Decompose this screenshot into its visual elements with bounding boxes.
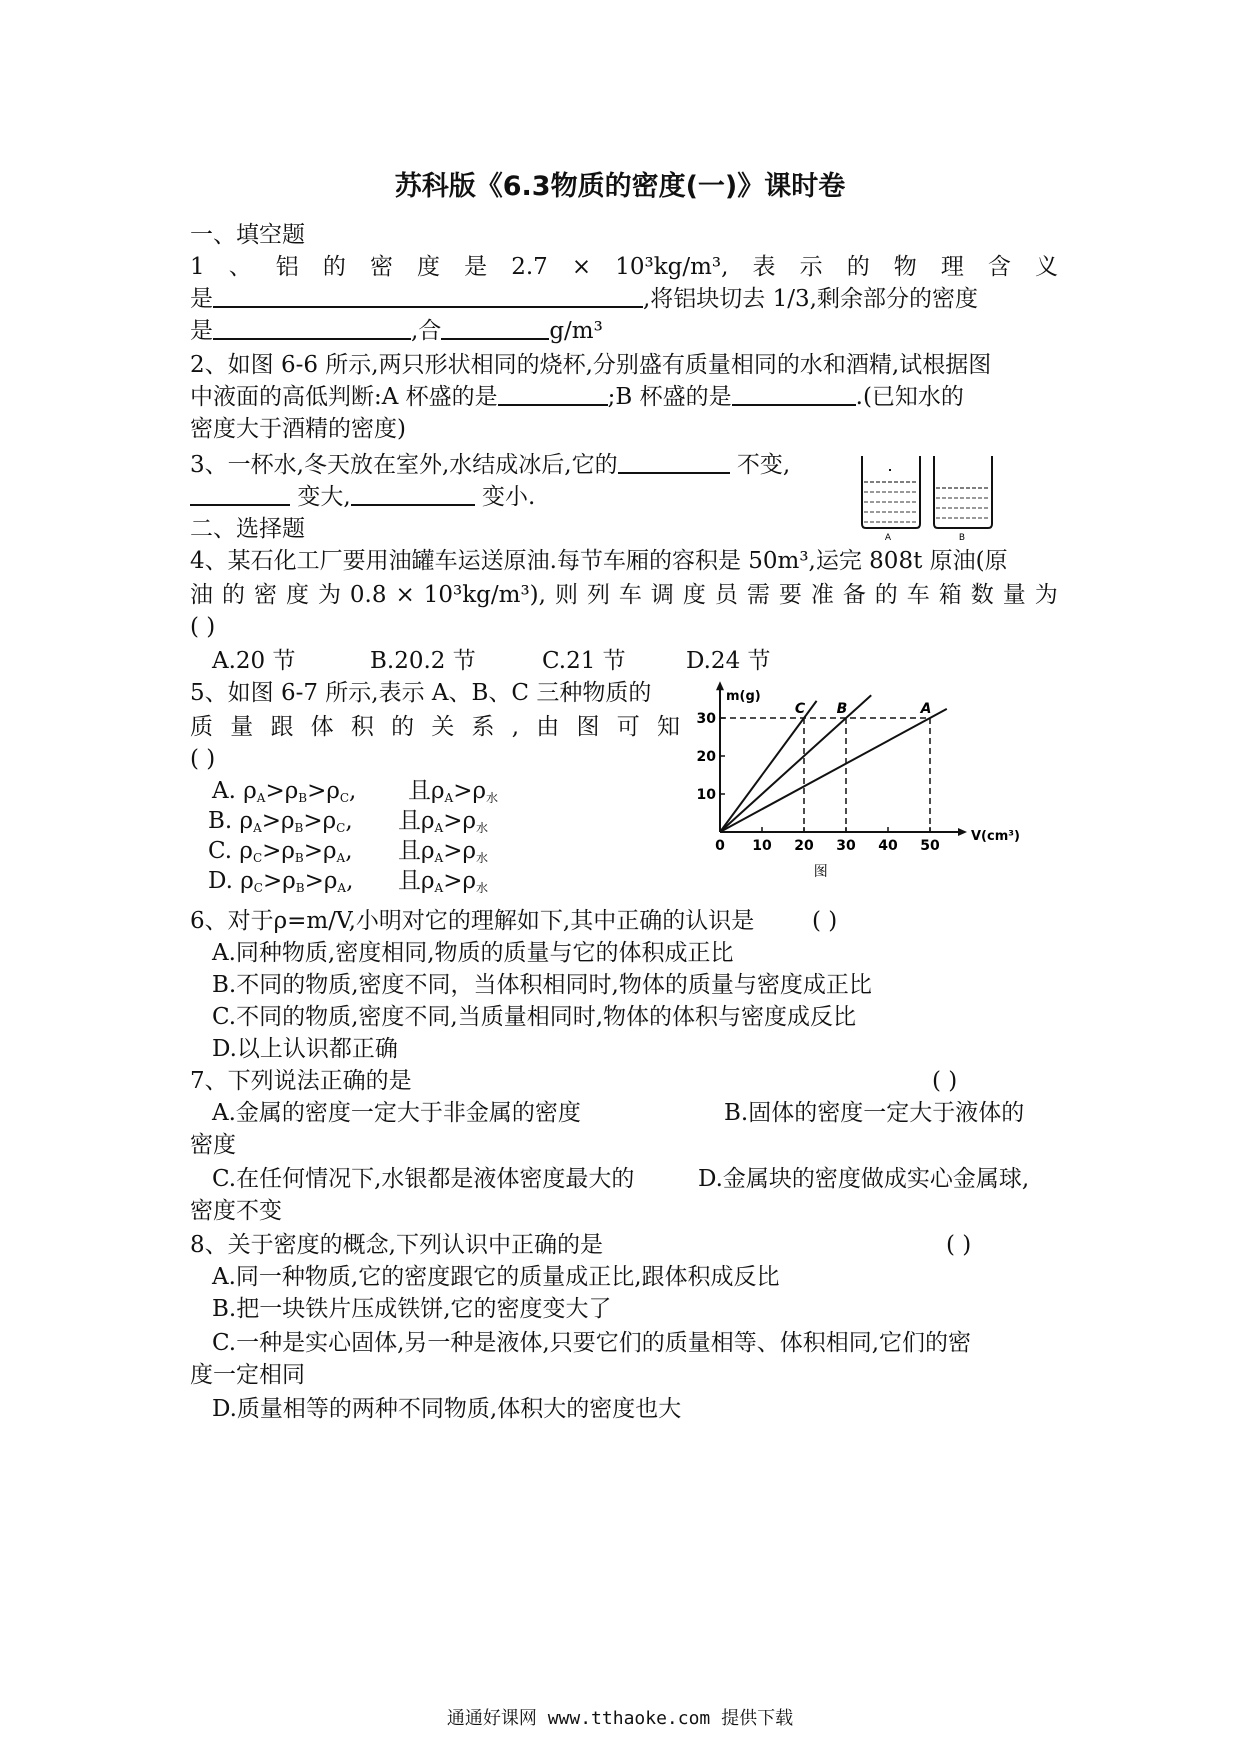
q4-options bbox=[212, 646, 771, 676]
q4-line2-word: 量 bbox=[1002, 582, 1026, 608]
q6-option-b[interactable]: B.不同的物质,密度不同，当体积相同时,物体的质量与密度成正比 bbox=[212, 972, 872, 998]
q1-line1-word: 含 bbox=[987, 254, 1011, 280]
q4-line2-word: 数 bbox=[970, 582, 994, 608]
density-symbol: ρ bbox=[239, 808, 254, 834]
q5-option-c[interactable] bbox=[208, 836, 488, 866]
q4-line2-word: 0.8 bbox=[349, 582, 387, 608]
q1-line1-word: 铝 bbox=[275, 254, 299, 280]
condition-subscript: A bbox=[434, 851, 444, 865]
q6-option-d[interactable]: D.以上认识都正确 bbox=[212, 1036, 398, 1062]
q4-line2-word: × bbox=[395, 582, 415, 608]
q5-option-a[interactable] bbox=[212, 776, 498, 806]
q4-option-a[interactable]: A.20 节 bbox=[212, 648, 296, 674]
y-axis-arrow-icon bbox=[716, 681, 724, 690]
section-choice-heading: 二、选择题 bbox=[190, 516, 305, 542]
q1-line2: 是 ,将铝块切去 1/3,剩余部分的密度 bbox=[190, 286, 978, 312]
condition-subscript: 水 bbox=[476, 851, 489, 865]
q4-line2-word: 员 bbox=[714, 582, 738, 608]
q4-option-b[interactable]: B.20.2 节 bbox=[370, 648, 476, 674]
q5-option-comma: , bbox=[349, 778, 357, 804]
q1-line1-word: 是 bbox=[464, 254, 488, 280]
footer-credit: 通通好课网 www.tthaoke.com 提供下载 bbox=[446, 1708, 794, 1729]
q2-blank-b[interactable] bbox=[732, 382, 856, 406]
q5-line2-word: 图 bbox=[576, 714, 600, 740]
x-tick-label: 10 bbox=[752, 838, 772, 854]
q6-stem: 6、对于ρ=m/V,小明对它的理解如下,其中正确的认识是 ( ) bbox=[190, 908, 838, 934]
condition-text: 且ρ bbox=[398, 838, 435, 864]
q1-line1-word: × bbox=[571, 254, 592, 280]
density-symbol: >ρ bbox=[262, 868, 296, 894]
q7-stem: 7、下列说法正确的是 ( ) bbox=[190, 1068, 958, 1094]
x-axis-arrow-icon bbox=[958, 828, 967, 836]
density-symbol: >ρ bbox=[265, 778, 299, 804]
q4-line2-word: 调 bbox=[650, 582, 674, 608]
x-tick-label: 50 bbox=[920, 838, 940, 854]
q4-line2-word: 油 bbox=[190, 582, 213, 608]
condition-text: >ρ bbox=[443, 838, 476, 864]
q8-option-d[interactable]: D.质量相等的两种不同物质,体积大的密度也大 bbox=[212, 1396, 682, 1422]
density-symbol: >ρ bbox=[303, 838, 337, 864]
q7-option-b-cont: 密度 bbox=[190, 1132, 236, 1158]
q5-line2-word: 体 bbox=[310, 714, 334, 740]
q4-line2-word: 准 bbox=[810, 582, 834, 608]
q4-line2-word: 箱 bbox=[938, 582, 962, 608]
q1-line1-word: 10³kg/m³, bbox=[615, 254, 729, 280]
series-label-b: B bbox=[836, 701, 848, 717]
y-axis-label: m(g) bbox=[726, 689, 761, 704]
condition-text: 且ρ bbox=[398, 868, 435, 894]
density-symbol: >ρ bbox=[307, 778, 340, 804]
q2-line1: 2、如图 6-6 所示,两只形状相同的烧杯,分别盛有质量相同的水和酒精,试根据图 bbox=[190, 352, 992, 378]
condition-subscript: A bbox=[434, 881, 444, 895]
q8-option-c[interactable]: C.一种是实心固体,另一种是液体,只要它们的质量相等、体积相同,它们的密 bbox=[212, 1330, 972, 1356]
density-subscript: B bbox=[294, 851, 304, 865]
q4-line2 bbox=[190, 580, 1058, 610]
density-symbol: ρ bbox=[243, 778, 257, 804]
chart-caption: 图 bbox=[813, 864, 828, 880]
q1-line1-word: 、 bbox=[228, 254, 252, 280]
q5-option-comma: , bbox=[345, 808, 353, 834]
q5-line2-word: 跟 bbox=[270, 714, 294, 740]
q4-line2-word: 度 bbox=[682, 582, 706, 608]
condition-subscript: A bbox=[444, 791, 454, 805]
q4-line2-word: 为 bbox=[1034, 582, 1058, 608]
density-subscript: C bbox=[339, 791, 350, 805]
density-symbol: >ρ bbox=[303, 808, 337, 834]
q7-answer-paren[interactable]: ( ) bbox=[932, 1068, 958, 1094]
q8-option-c-cont: 度一定相同 bbox=[190, 1362, 305, 1388]
q5-option-comma: , bbox=[345, 838, 353, 864]
condition-text: >ρ bbox=[443, 808, 476, 834]
series-label-c: C bbox=[794, 701, 806, 717]
series-line-a bbox=[720, 709, 947, 832]
q1-line1-word: 2.7 bbox=[511, 254, 548, 280]
q7-option-a[interactable]: A.金属的密度一定大于非金属的密度 bbox=[212, 1100, 581, 1126]
q5-line2-word: 由 bbox=[536, 714, 560, 740]
q4-line1: 4、某石化工厂要用油罐车运送原油.每节车厢的容积是 50m³,运完 808t 原油(原 bbox=[190, 548, 1008, 574]
density-symbol: >ρ bbox=[262, 838, 295, 864]
q2-line2: 中液面的高低判断:A 杯盛的是 ;B 杯盛的是 .(已知水的 bbox=[190, 384, 964, 410]
q1-blank-density[interactable] bbox=[213, 316, 411, 340]
condition-text: 且ρ bbox=[408, 778, 445, 804]
q1-blank-meaning[interactable] bbox=[213, 284, 643, 308]
x-tick-label: 30 bbox=[836, 838, 856, 854]
q5-option-label: C. bbox=[208, 838, 240, 864]
y-tick-label: 10 bbox=[696, 787, 716, 803]
q4-line2-word: 车 bbox=[906, 582, 930, 608]
q8-option-a[interactable]: A.同一种物质,它的密度跟它的质量成正比,跟体积成反比 bbox=[212, 1264, 780, 1290]
x-tick-label: 40 bbox=[878, 838, 898, 854]
q8-stem: 8、关于密度的概念,下列认识中正确的是 ( ) bbox=[190, 1232, 972, 1258]
q6-answer-paren[interactable]: ( ) bbox=[812, 908, 838, 934]
density-subscript: C bbox=[252, 851, 263, 865]
q4-line2-word: 列 bbox=[586, 582, 610, 608]
series-label-a: A bbox=[920, 701, 932, 717]
x-axis-label: V(cm³) bbox=[971, 829, 1020, 844]
q1-line1-word: 的 bbox=[846, 254, 870, 280]
q5-option-label: A. bbox=[212, 778, 244, 804]
q4-line2-word: 需 bbox=[746, 582, 770, 608]
beaker-b-label: B bbox=[958, 533, 966, 542]
q6-option-a[interactable]: A.同种物质,密度相同,物质的质量与它的体积成正比 bbox=[212, 940, 734, 966]
q3-blank-increase[interactable] bbox=[190, 482, 290, 506]
q4-line2-word: 则 bbox=[554, 582, 578, 608]
q1-line1-word: 义 bbox=[1035, 254, 1058, 280]
q5-line2-word: , bbox=[511, 714, 520, 740]
q4-line2-word: 10³kg/m³), bbox=[423, 582, 546, 608]
q4-line2-word: 的 bbox=[874, 582, 898, 608]
q5-option-label: D. bbox=[208, 868, 241, 894]
q5-option-label: B. bbox=[208, 808, 240, 834]
q2-line3: 密度大于酒精的密度) bbox=[190, 416, 406, 442]
beakers-figure bbox=[858, 452, 998, 542]
q3-blank-unchanged[interactable] bbox=[618, 450, 730, 474]
q7-option-b[interactable]: B.固体的密度一定大于液体的 bbox=[724, 1100, 1025, 1126]
q1-line1-word: 度 bbox=[417, 254, 441, 280]
q5-option-d[interactable] bbox=[208, 866, 488, 896]
beaker-a bbox=[862, 456, 920, 542]
y-tick-label: 20 bbox=[696, 749, 716, 765]
condition-subscript: 水 bbox=[476, 821, 489, 835]
density-subscript: C bbox=[336, 821, 346, 835]
q4-option-c[interactable]: C.21 节 bbox=[542, 648, 626, 674]
q6-option-c[interactable]: C.不同的物质,密度不同,当质量相同时,物体的体积与密度成反比 bbox=[212, 1004, 857, 1030]
density-symbol: >ρ bbox=[304, 868, 338, 894]
q7-line-ab bbox=[212, 1098, 1024, 1128]
mass-volume-chart bbox=[690, 680, 1050, 890]
q5-line2-word: 量 bbox=[230, 714, 254, 740]
q7-option-d-cont: 密度不变 bbox=[190, 1198, 282, 1224]
q1-line1-word: 物 bbox=[893, 254, 917, 280]
q8-option-b[interactable]: B.把一块铁片压成铁饼,它的密度变大了 bbox=[212, 1296, 612, 1322]
density-subscript: A bbox=[256, 791, 266, 805]
q5-line2-word: 知 bbox=[656, 714, 680, 740]
q1-line1 bbox=[190, 252, 1058, 282]
q8-answer-paren[interactable]: ( ) bbox=[946, 1232, 972, 1258]
q5-line2 bbox=[190, 712, 680, 742]
density-subscript: B bbox=[295, 881, 305, 895]
y-tick-label: 30 bbox=[696, 711, 716, 727]
condition-text: 且ρ bbox=[398, 808, 435, 834]
density-subscript: A bbox=[336, 851, 346, 865]
q3-blank-decrease[interactable] bbox=[351, 482, 475, 506]
q5-line1: 5、如图 6-7 所示,表示 A、B、C 三种物质的 bbox=[190, 680, 652, 706]
q4-line2-word: 的 bbox=[221, 582, 245, 608]
condition-subscript: 水 bbox=[476, 881, 489, 895]
x-tick-label: 0 bbox=[715, 838, 725, 854]
q1-line1-word: 表 bbox=[752, 254, 776, 280]
density-symbol: ρ bbox=[239, 838, 253, 864]
q1-line3: 是 ,合 g/m³ bbox=[190, 318, 603, 344]
q5-line2-word: 可 bbox=[616, 714, 640, 740]
q1-line1-word: 密 bbox=[369, 254, 393, 280]
beaker-a-label: A bbox=[884, 533, 892, 542]
q4-line2-word: 为 bbox=[317, 582, 341, 608]
density-subscript: B bbox=[294, 821, 304, 835]
q4-line2-word: 度 bbox=[285, 582, 309, 608]
q5-line2-word: 的 bbox=[391, 714, 415, 740]
q1-line1-word: 1 bbox=[190, 254, 205, 280]
q4-line2-word: 车 bbox=[618, 582, 642, 608]
section-fill-blank-heading: 一、填空题 bbox=[190, 222, 305, 248]
q2-blank-a[interactable] bbox=[498, 382, 608, 406]
condition-text: >ρ bbox=[453, 778, 486, 804]
q5-line2-word: 系 bbox=[471, 714, 495, 740]
density-subscript: A bbox=[253, 821, 262, 835]
q1-line1-word: 的 bbox=[322, 254, 346, 280]
q5-option-comma: , bbox=[346, 868, 354, 894]
q3-line2: 变大, 变小. bbox=[190, 482, 535, 512]
q1-blank-converted[interactable] bbox=[441, 316, 549, 340]
condition-subscript: 水 bbox=[486, 791, 499, 805]
q5-line2-word: 积 bbox=[350, 714, 374, 740]
q5-line2-word: 关 bbox=[431, 714, 455, 740]
q7-option-d[interactable]: D.金属块的密度做成实心金属球, bbox=[698, 1166, 1030, 1192]
q7-line-cd bbox=[212, 1164, 1029, 1194]
q4-option-d[interactable]: D.24 节 bbox=[686, 648, 771, 674]
q4-paren: ( ) bbox=[190, 614, 216, 640]
density-symbol: >ρ bbox=[261, 808, 295, 834]
x-tick-label: 20 bbox=[794, 838, 814, 854]
q4-line2-word: 要 bbox=[778, 582, 802, 608]
q5-option-b[interactable] bbox=[208, 806, 488, 836]
beaker-b bbox=[934, 456, 992, 542]
q4-line2-word: 备 bbox=[842, 582, 866, 608]
q1-line1-word: 示 bbox=[799, 254, 823, 280]
density-subscript: C bbox=[253, 881, 263, 895]
q1-line1-word: 理 bbox=[940, 254, 964, 280]
q7-option-c[interactable]: C.在任何情况下,水银都是液体密度最大的 bbox=[212, 1166, 635, 1192]
condition-text: >ρ bbox=[443, 868, 476, 894]
q3-line1: 3、一杯水,冬天放在室外,水结成冰后,它的 不变, bbox=[190, 452, 791, 478]
condition-subscript: A bbox=[434, 821, 444, 835]
q4-line2-word: 密 bbox=[253, 582, 277, 608]
density-subscript: A bbox=[337, 881, 347, 895]
page-title: 苏科版《6.3物质的密度(一)》课时卷 bbox=[394, 171, 846, 202]
density-symbol: ρ bbox=[240, 868, 254, 894]
density-subscript: B bbox=[298, 791, 308, 805]
series-line-c bbox=[720, 701, 817, 832]
q5-line2-word: 质 bbox=[190, 714, 213, 740]
q5-paren: ( ) bbox=[190, 746, 216, 772]
